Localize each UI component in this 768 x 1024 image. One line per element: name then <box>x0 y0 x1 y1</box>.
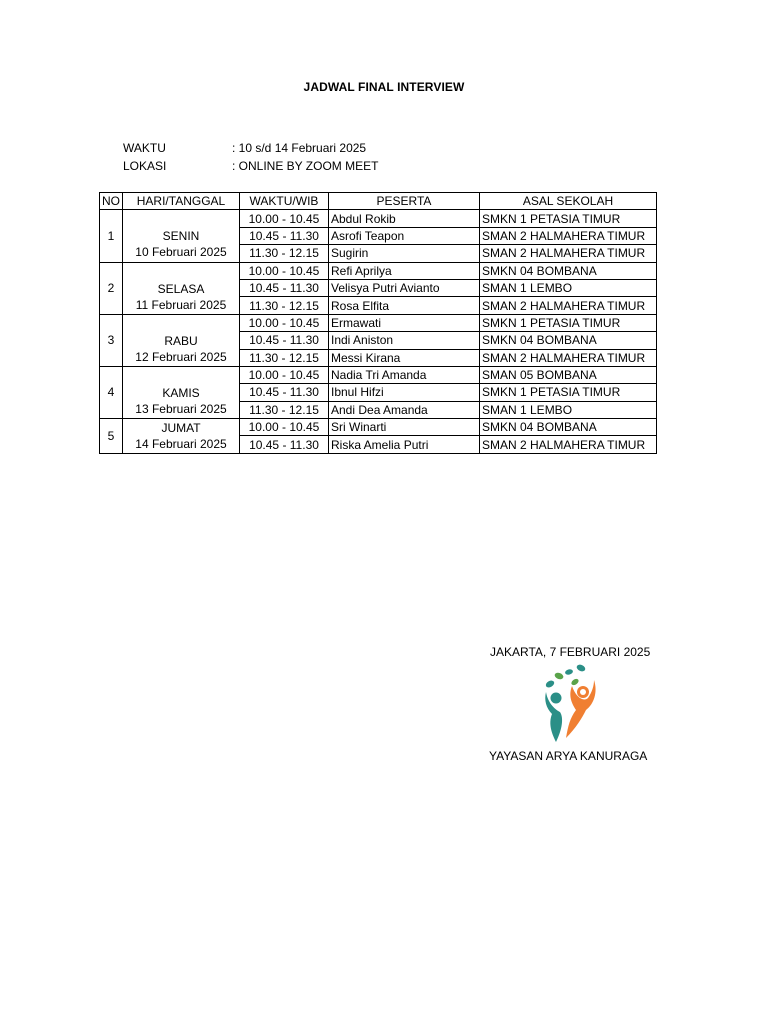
day-date: 12 Februari 2025 <box>135 349 227 364</box>
schedule-table <box>99 192 657 454</box>
time-cell: 10.45 - 11.30 <box>240 279 329 296</box>
header-hari-tanggal: HARI/TANGGAL <box>123 193 240 210</box>
table-row <box>100 419 657 436</box>
participant-cell: Sri Winarti <box>329 419 480 436</box>
header-no: NO <box>100 193 123 210</box>
time-cell: 11.30 - 12.15 <box>240 349 329 366</box>
time-cell: 10.00 - 10.45 <box>240 314 329 331</box>
time-cell: 10.45 - 11.30 <box>240 436 329 453</box>
time-cell: 10.45 - 11.30 <box>240 227 329 244</box>
table-row <box>100 262 657 279</box>
meta-value: : ONLINE BY ZOOM MEET <box>232 159 379 173</box>
day-cell <box>123 314 240 366</box>
school-cell: SMAN 05 BOMBANA <box>480 366 657 383</box>
table-header-row <box>100 193 657 210</box>
time-cell: 10.00 - 10.45 <box>240 262 329 279</box>
school-cell: SMKN 1 PETASIA TIMUR <box>480 314 657 331</box>
time-cell: 10.00 - 10.45 <box>240 210 329 227</box>
school-cell: SMAN 2 HALMAHERA TIMUR <box>480 297 657 314</box>
school-cell: SMAN 2 HALMAHERA TIMUR <box>480 436 657 453</box>
city-date: JAKARTA, 7 FEBRUARI 2025 <box>490 645 651 659</box>
school-cell: SMAN 2 HALMAHERA TIMUR <box>480 227 657 244</box>
meta-value: : 10 s/d 14 Februari 2025 <box>232 141 367 155</box>
participant-cell: Andi Dea Amanda <box>329 401 480 418</box>
row-no: 3 <box>100 314 123 366</box>
day-name: KAMIS <box>162 385 200 400</box>
table-row <box>100 314 657 331</box>
participant-cell: Riska Amelia Putri <box>329 436 480 453</box>
meta-label: LOKASI <box>123 159 167 173</box>
participant-cell: Rosa Elfita <box>329 297 480 314</box>
row-no: 4 <box>100 366 123 418</box>
school-cell: SMKN 04 BOMBANA <box>480 332 657 349</box>
meta-label: WAKTU <box>123 141 166 155</box>
header-asal-sekolah: ASAL SEKOLAH <box>480 193 657 210</box>
row-no: 1 <box>100 210 123 262</box>
time-cell: 10.00 - 10.45 <box>240 366 329 383</box>
table-row <box>100 366 657 383</box>
participant-cell: Velisya Putri Avianto <box>329 279 480 296</box>
organization-name: YAYASAN ARYA KANURAGA <box>489 749 648 763</box>
participant-cell: Abdul Rokib <box>329 210 480 227</box>
participant-cell: Indi Aniston <box>329 332 480 349</box>
day-date: 11 Februari 2025 <box>135 297 227 312</box>
day-cell <box>123 366 240 418</box>
table-row <box>100 210 657 227</box>
day-date: 10 Februari 2025 <box>135 245 227 260</box>
time-cell: 11.30 - 12.15 <box>240 401 329 418</box>
participant-cell: Asrofi Teapon <box>329 227 480 244</box>
participant-cell: Sugirin <box>329 245 480 262</box>
header-waktu: WAKTU/WIB <box>240 193 329 210</box>
day-name: SELASA <box>157 281 205 296</box>
day-name: RABU <box>164 333 198 348</box>
header-peserta: PESERTA <box>329 193 480 210</box>
time-cell: 10.45 - 11.30 <box>240 384 329 401</box>
day-cell <box>123 419 240 454</box>
school-cell: SMKN 04 BOMBANA <box>480 262 657 279</box>
time-cell: 11.30 - 12.15 <box>240 297 329 314</box>
school-cell: SMKN 1 PETASIA TIMUR <box>480 384 657 401</box>
document-title: JADWAL FINAL INTERVIEW <box>303 80 465 94</box>
school-cell: SMAN 1 LEMBO <box>480 279 657 296</box>
day-cell <box>123 210 240 262</box>
participant-cell: Messi Kirana <box>329 349 480 366</box>
day-name: SENIN <box>162 229 200 244</box>
time-cell: 10.00 - 10.45 <box>240 419 329 436</box>
participant-cell: Refi Aprilya <box>329 262 480 279</box>
day-date: 14 Februari 2025 <box>135 436 227 451</box>
school-cell: SMAN 2 HALMAHERA TIMUR <box>480 349 657 366</box>
school-cell: SMAN 1 LEMBO <box>480 401 657 418</box>
row-no: 5 <box>100 419 123 454</box>
day-cell <box>123 262 240 314</box>
school-cell: SMAN 2 HALMAHERA TIMUR <box>480 245 657 262</box>
yayasan-logo-icon <box>536 662 608 744</box>
participant-cell: Nadia Tri Amanda <box>329 366 480 383</box>
time-cell: 11.30 - 12.15 <box>240 245 329 262</box>
day-date: 13 Februari 2025 <box>135 401 227 416</box>
school-cell: SMKN 04 BOMBANA <box>480 419 657 436</box>
day-name: JUMAT <box>161 420 201 435</box>
time-cell: 10.45 - 11.30 <box>240 332 329 349</box>
row-no: 2 <box>100 262 123 314</box>
participant-cell: Ibnul Hifzi <box>329 384 480 401</box>
school-cell: SMKN 1 PETASIA TIMUR <box>480 210 657 227</box>
participant-cell: Ermawati <box>329 314 480 331</box>
